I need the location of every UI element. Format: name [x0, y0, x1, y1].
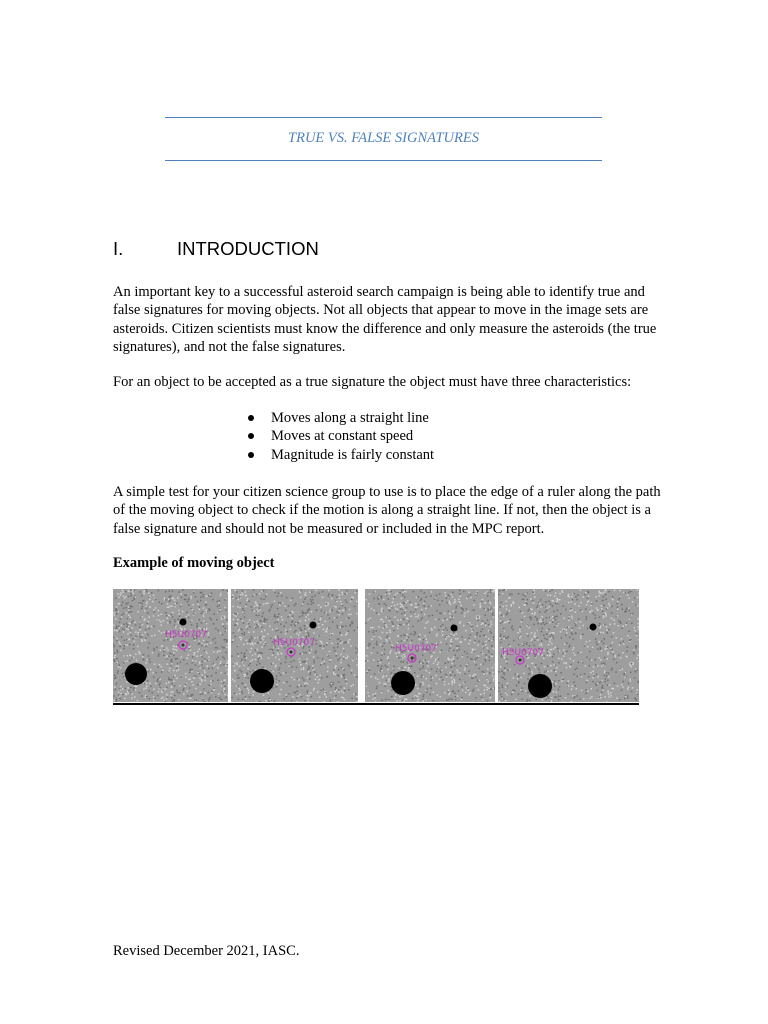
- ruler-test-paragraph: A simple test for your citizen science group to use is to place the edge of a ruler along the path of the moving object to check if the motion is along a straight line. If not, then the object is a false signature and should not be measured or included in the MPC report.: [113, 484, 661, 537]
- bullet-icon: [248, 433, 254, 439]
- bullet-icon: [248, 452, 254, 458]
- moving-object-image-strip: [113, 589, 639, 702]
- example-heading: Example of moving object: [113, 555, 275, 571]
- star-field-image: [365, 589, 495, 702]
- image-frame-1: [113, 589, 228, 702]
- list-item: [247, 427, 434, 445]
- asteroid: [519, 659, 522, 662]
- field-star: [310, 622, 317, 629]
- asteroid-label: H5U0707: [502, 648, 544, 658]
- field-star: [451, 625, 458, 632]
- image-frame-4: [498, 589, 639, 702]
- field-star: [590, 624, 597, 631]
- characteristics-list: [247, 409, 434, 464]
- intro-paragraph: An important key to a successful asteroid search campaign is being able to identify true and false signatures for moving objects. Not all objects that appear to move in the image sets are asteroids. Citizen scientists must know the difference and only measure the asteroids (the true signatures), and not the false signatures.: [113, 284, 657, 355]
- list-item: [247, 409, 434, 427]
- list-item-text: Moves along a straight line: [271, 410, 429, 426]
- bright-star: [528, 674, 552, 698]
- image-frame-2: [231, 589, 358, 702]
- star-field-image: [498, 589, 639, 702]
- asteroid-label: H5U0707: [273, 638, 315, 648]
- list-item: [247, 446, 434, 464]
- star-field-image: [231, 589, 358, 702]
- asteroid: [411, 657, 414, 660]
- list-item-text: Magnitude is fairly constant: [271, 446, 435, 463]
- star-field-image: [113, 589, 228, 702]
- bullet-icon: [248, 415, 254, 421]
- title-rule-top: [165, 117, 602, 118]
- title-rule-bottom: [165, 160, 602, 161]
- footer-revision-note: Revised December 2021, IASC.: [113, 943, 300, 959]
- image-frame-3: [365, 589, 495, 702]
- document-title: TRUE VS. FALSE SIGNATURES: [288, 130, 479, 146]
- asteroid: [182, 644, 185, 647]
- criteria-paragraph: For an object to be accepted as a true signature the object must have three characteristics:: [113, 374, 632, 390]
- bright-star: [125, 663, 147, 685]
- field-star: [180, 619, 187, 626]
- bright-star: [391, 671, 415, 695]
- list-item-text: Moves at constant speed: [271, 428, 414, 445]
- image-strip-underline: [113, 703, 639, 705]
- section-heading: [113, 238, 319, 260]
- section-title: INTRODUCTION: [177, 238, 319, 259]
- section-number: I.: [113, 238, 124, 259]
- asteroid: [290, 651, 293, 654]
- bright-star: [250, 669, 274, 693]
- asteroid-label: H5U0707: [395, 644, 437, 654]
- asteroid-label: H5U0707: [165, 630, 207, 640]
